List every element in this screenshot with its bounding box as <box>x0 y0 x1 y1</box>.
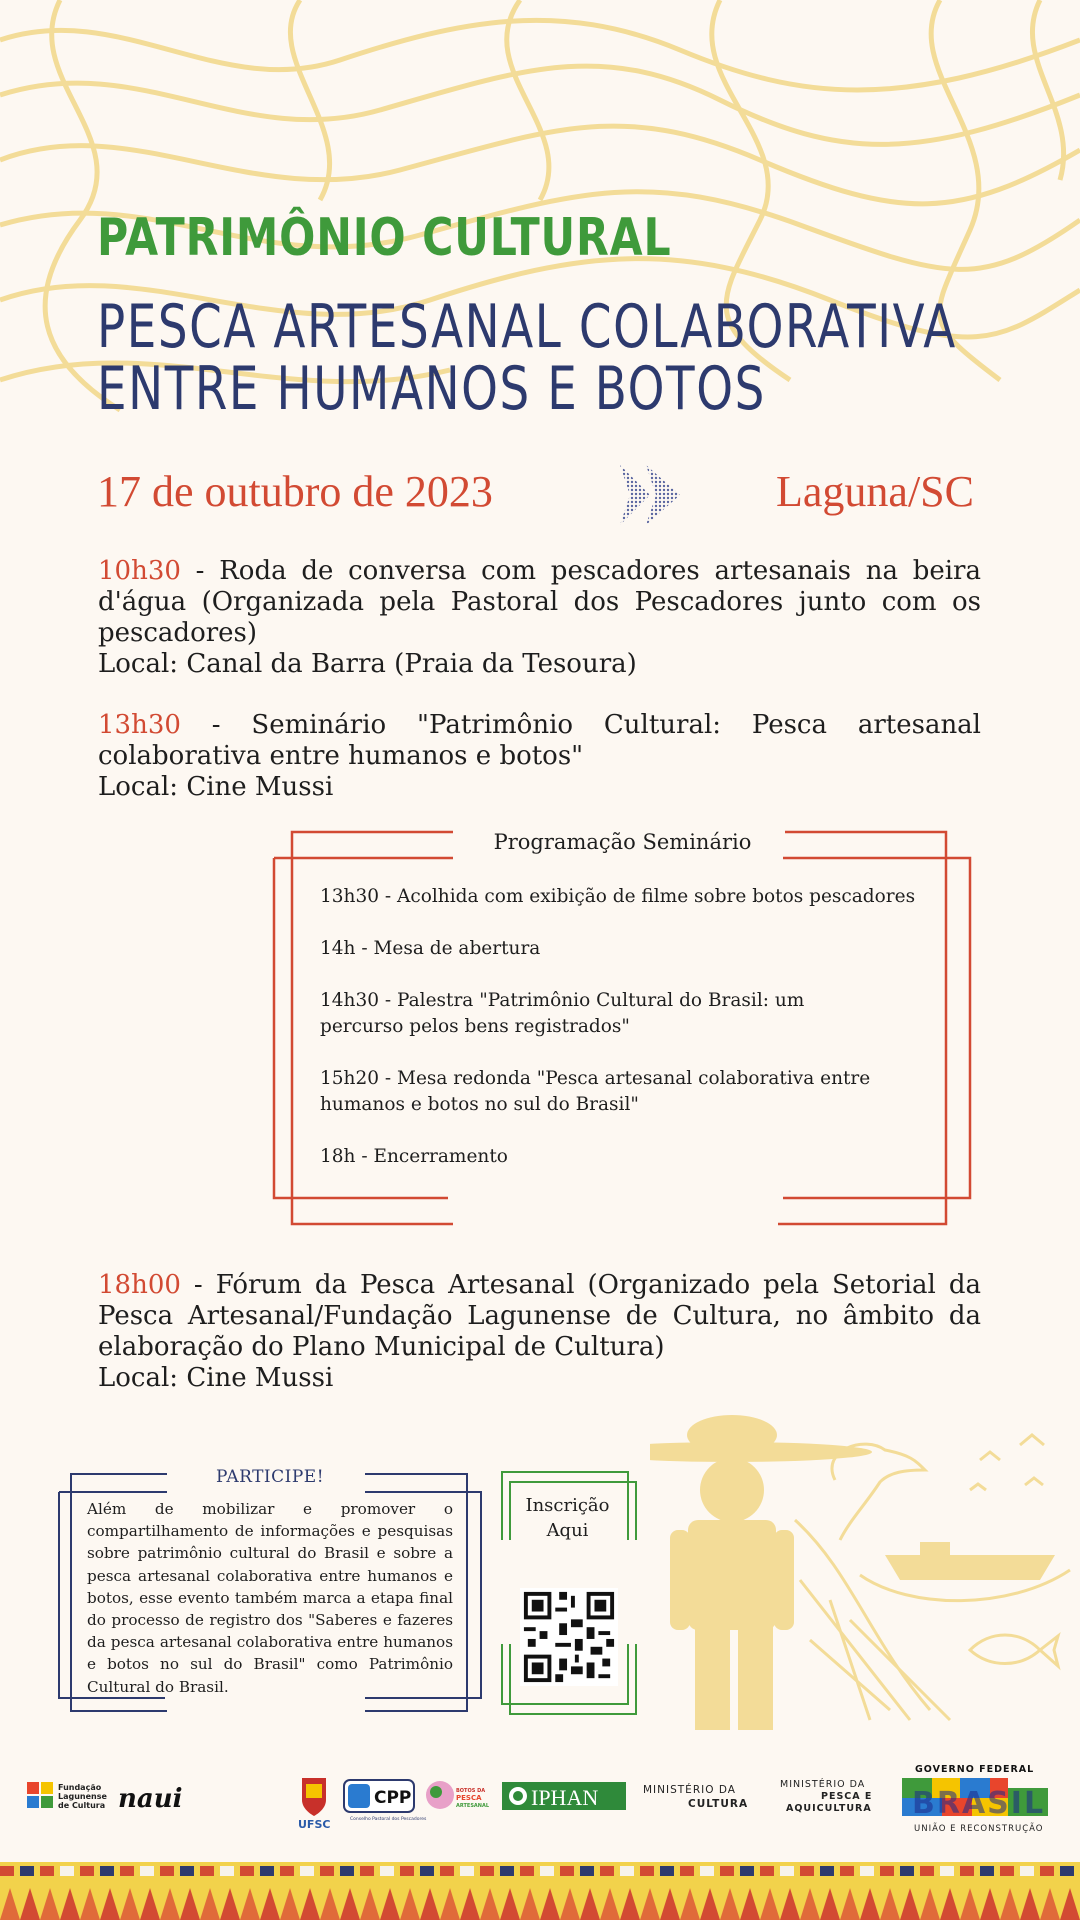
svg-text:MINISTÉRIO DA: MINISTÉRIO DA <box>780 1779 866 1790</box>
event-item <box>98 1270 981 1394</box>
event-item <box>98 556 981 680</box>
logo-fundacao-lagunense <box>27 1782 107 1810</box>
svg-text:BOTOS DA: BOTOS DA <box>456 1788 486 1794</box>
svg-text:BRASIL: BRASIL <box>912 1786 1046 1821</box>
title-line-1: PESCA ARTESANAL COLABORATIVA <box>97 292 957 362</box>
program-list <box>320 884 930 1196</box>
double-chevron-right-icon <box>618 460 688 530</box>
event-time: 10h30 <box>98 556 181 586</box>
participe-text: Além de mobilizar e promover o compartilhamento de informações e pesquisas sobre patrimônio cultural do Brasil e sobre a pesca artesanal colaborativa entre humanos e botos, esse evento também marca a etapa final do processo de registro dos "Saberes e fazeres da pesca artesanal colaborativa entre humanos e botos no sul do Brasil" como Patrimônio Cultural do Brasil. <box>87 1500 453 1696</box>
svg-text:PESCA E: PESCA E <box>821 1791 873 1802</box>
svg-text:MINISTÉRIO DA: MINISTÉRIO DA <box>643 1784 736 1796</box>
logo-fundacao-line3: de Cultura <box>58 1801 106 1810</box>
program-item: 18h - Encerramento <box>320 1146 508 1167</box>
registration-label-2: Aqui <box>546 1520 589 1541</box>
svg-text:PESCA: PESCA <box>456 1794 482 1802</box>
logo-ministerio-cultura <box>643 1783 748 1810</box>
event-date: 17 de outubro de 2023 <box>97 467 493 516</box>
program-item: 14h30 - Palestra "Patrimônio Cultural do Brasil: um percurso pelos bens registrados" <box>320 990 805 1037</box>
svg-text:GOVERNO FEDERAL: GOVERNO FEDERAL <box>915 1764 1035 1775</box>
fisherman-illustration <box>650 1410 1080 1730</box>
registration-link[interactable] <box>510 1493 625 1543</box>
logo-governo-federal-brasil <box>902 1764 1048 1834</box>
logo-naui: naui <box>118 1784 183 1814</box>
svg-text:Conselho Pastoral dos Pescador: Conselho Pastoral dos Pescadores <box>350 1817 427 1822</box>
qr-code[interactable] <box>520 1588 618 1686</box>
logo-cpp <box>344 1780 427 1822</box>
svg-text:AQUICULTURA: AQUICULTURA <box>786 1803 872 1814</box>
partner-logos <box>0 1740 1080 1860</box>
program-item: 13h30 - Acolhida com exibição de filme sobre botos pescadores <box>320 886 916 907</box>
svg-text:ARTESANAL: ARTESANAL <box>456 1803 490 1809</box>
logo-ministerio-pesca <box>780 1778 872 1814</box>
participe-title: PARTICIPE! <box>200 1467 340 1487</box>
program-item: 14h - Mesa de abertura <box>320 938 541 959</box>
program-item: 15h20 - Mesa redonda "Pesca artesanal colaborativa entre humanos e botos no sul do Brasil" <box>320 1068 871 1115</box>
event-location: Local: Cine Mussi <box>98 772 334 802</box>
svg-text:UNIÃO E RECONSTRUÇÃO: UNIÃO E RECONSTRUÇÃO <box>914 1824 1044 1834</box>
registration-label-1: Inscrição <box>525 1495 610 1516</box>
program-title: Programação Seminário <box>460 830 785 854</box>
event-kicker: PATRIMÔNIO CULTURAL <box>97 208 672 268</box>
logo-botos-pesca-artesanal <box>426 1781 490 1809</box>
logo-fundacao-line1: Fundação <box>58 1783 102 1792</box>
event-time: 18h00 <box>98 1270 181 1300</box>
logo-fundacao-line2: Lagunense <box>58 1792 107 1801</box>
title-line-2: ENTRE HUMANOS E BOTOS <box>97 354 766 424</box>
event-item <box>98 710 981 803</box>
event-time: 13h30 <box>98 710 181 740</box>
event-location: Local: Canal da Barra (Praia da Tesoura) <box>98 649 637 679</box>
event-description: - Seminário "Patrimônio Cultural: Pesca artesanal colaborativa entre humanos e botos" <box>98 710 981 771</box>
event-place: Laguna/SC <box>776 467 974 516</box>
svg-text:IPHAN: IPHAN <box>531 1785 599 1810</box>
event-title <box>97 292 957 424</box>
bottom-decorative-border <box>0 1862 1080 1920</box>
event-location: Local: Cine Mussi <box>98 1363 334 1393</box>
event-description: - Roda de conversa com pescadores artesanais na beira d'água (Organizada pela Pastoral dos Pescadores junto com os pescadores) <box>98 556 981 648</box>
event-description: - Fórum da Pesca Artesanal (Organizado pela Setorial da Pesca Artesanal/Fundação Lagunense de Cultura, no âmbito da elaboração do Plano Municipal de Cultura) <box>98 1270 981 1362</box>
svg-text:UFSC: UFSC <box>298 1818 331 1831</box>
logo-ufsc <box>298 1778 330 1831</box>
svg-text:CULTURA: CULTURA <box>688 1798 749 1810</box>
svg-text:CPP: CPP <box>374 1788 412 1808</box>
logo-iphan <box>502 1782 626 1810</box>
